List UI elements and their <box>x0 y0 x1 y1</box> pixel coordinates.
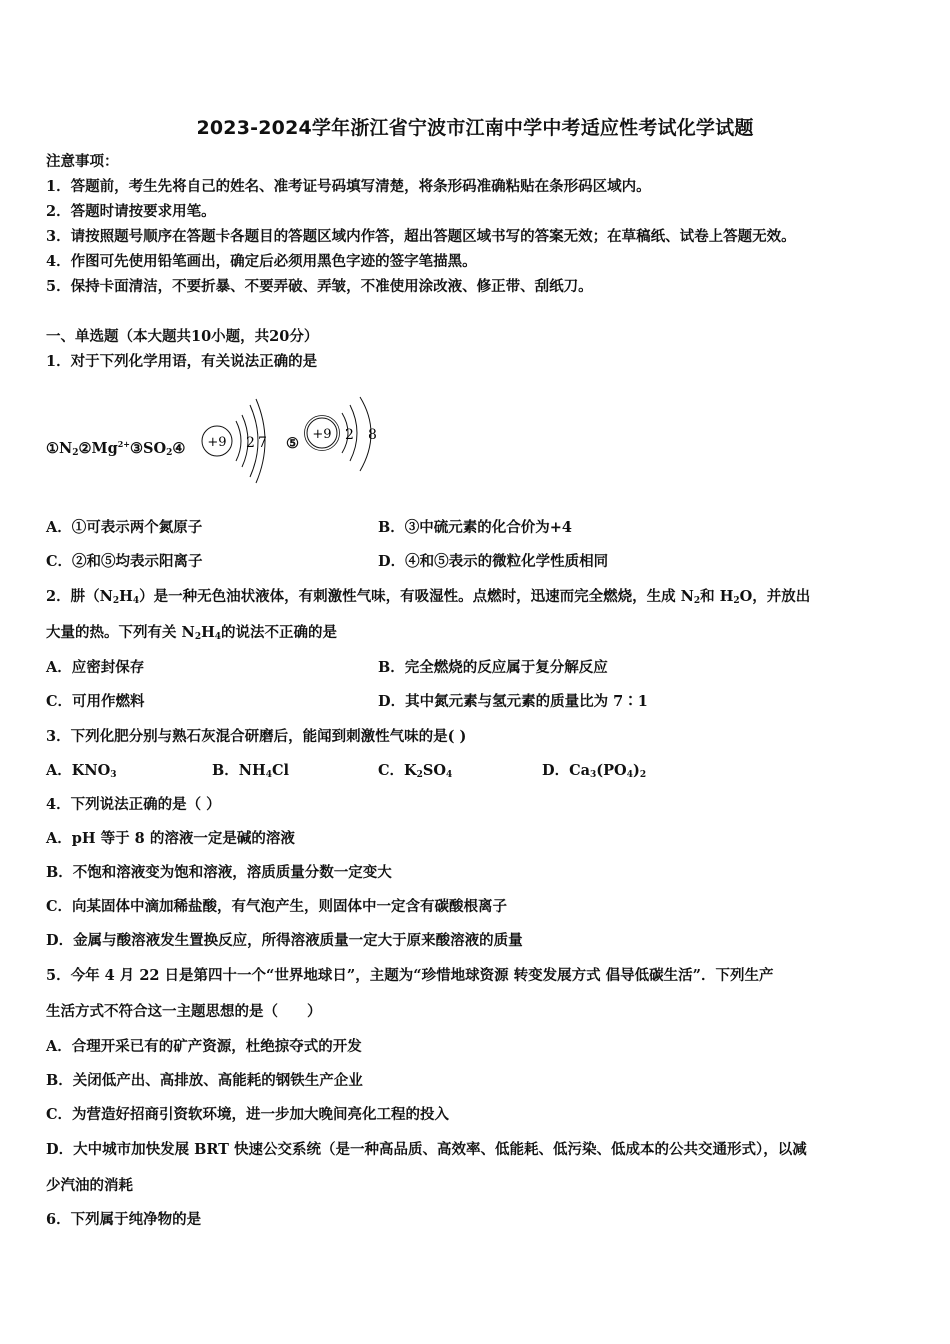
q1-option-d: D．④和⑤表示的微粒化学性质相同 <box>378 553 609 570</box>
notice-heading: 注意事项： <box>46 153 119 170</box>
q1-option-a: A．①可表示两个氮原子 <box>46 519 203 536</box>
q1-option-c: C．②和⑤均表示阳离子 <box>46 553 203 570</box>
q4-stem: 4．下列说法正确的是（ ） <box>46 796 221 813</box>
q2-stem-line1: 2．肼$(N_2H_4)$是一种无色油状液体，有刺激性气味，有吸湿性。点燃时，迅速而完全燃烧，生成 $N_2$和 $H_2O$，并放出 <box>46 588 811 606</box>
q4-option-c: C．向某固体中滴加稀盐酸，有气泡产生，则固体中一定含有碳酸根离子 <box>46 898 508 915</box>
atom5-shell2-count: 8 <box>368 427 377 443</box>
section-heading: 一、单选题（本大题共10小题，共20分） <box>46 328 319 345</box>
q5-option-d-line1: D．大中城市加快发展 BRT 快速公交系统（是一种高品质、高效率、低能耗、低污染、低成本的公共交通形式），以减 <box>46 1141 807 1158</box>
atom4-shell1-count: 2 <box>246 435 255 451</box>
q3-option-b: B．$NH_4Cl$ <box>212 762 290 780</box>
q2-option-b: B．完全燃烧的反应属于复分解反应 <box>378 659 608 676</box>
q2-option-d: D．其中氮元素与氢元素的质量比为 7∶1 <box>378 693 648 710</box>
q3-option-d: D．$Ca_3(PO_4)_2$ <box>542 762 647 780</box>
atom4-shell2-count: 7 <box>258 435 267 451</box>
notice-item-4: 4．作图可先使用铅笔画出，确定后必须用黑色字迹的签字笔描黑。 <box>46 253 477 270</box>
notice-item-3: 3．请按照题号顺序在答题卡各题目的答题区域内作答，超出答题区域书写的答案无效；在草稿纸、试卷上答题无效。 <box>46 228 796 245</box>
page-title: 2023-2024学年浙江省宁波市江南中学中考适应性考试化学试题 <box>196 117 754 139</box>
q5-option-a: A．合理开采已有的矿产资源，杜绝掠夺式的开发 <box>46 1038 362 1055</box>
atom5-nucleus-charge: +9 <box>312 427 332 442</box>
q2-option-a: A．应密封保存 <box>46 659 145 676</box>
q1-option-b: B．③中硫元素的化合价为+4 <box>378 519 572 536</box>
q5-option-d-line2: 少汽油的消耗 <box>46 1177 133 1194</box>
q2-option-c: C．可用作燃料 <box>46 693 145 710</box>
q4-option-a: A．pH 等于 8 的溶液一定是碱的溶液 <box>46 830 295 847</box>
q3-option-c: C．$K_2SO_4$ <box>378 762 453 780</box>
atom4-shell1-arc <box>236 421 241 461</box>
q5-stem-line1: 5．今年 4 月 22 日是第四十一个“世界地球日”，主题为“珍惜地球资源 转变发展方式 倡导低碳生活”．下列生产 <box>46 967 774 984</box>
q1-symbols: $①N_2②Mg^{2+}③SO_2④$ <box>46 439 186 458</box>
q5-stem-line2: 生活方式不符合这一主题思想的是（ ） <box>46 1003 322 1020</box>
q4-option-b: B．不饱和溶液变为饱和溶液，溶质质量分数一定变大 <box>46 864 392 881</box>
atom5-shell1-count: 2 <box>345 427 354 443</box>
q1-symbol-five: ⑤ <box>286 435 299 452</box>
q3-stem: 3．下列化肥分别与熟石灰混合研磨后，能闻到刺激性气味的是( ) <box>46 728 467 745</box>
q1-stem: 1．对于下列化学用语，有关说法正确的是 <box>46 353 318 370</box>
q3-option-a: A．$KNO_3$ <box>46 762 117 780</box>
notice-item-5: 5．保持卡面清洁，不要折暴、不要弄破、弄皱，不准使用涂改液、修正带、刮纸刀。 <box>46 278 593 295</box>
q5-option-b: B．关闭低产出、高排放、高能耗的钢铁生产企业 <box>46 1072 363 1089</box>
q2-stem-line2: 大量的热。下列有关 $N_2H_4$的说法不正确的是 <box>46 624 338 642</box>
q4-option-d: D．金属与酸溶液发生置换反应，所得溶液质量一定大于原来酸溶液的质量 <box>46 932 523 949</box>
atom4-nucleus-charge: +9 <box>207 435 227 450</box>
notice-item-2: 2．答题时请按要求用笔。 <box>46 203 216 220</box>
atom-structure-diagrams <box>200 395 390 485</box>
q6-stem: 6．下列属于纯净物的是 <box>46 1211 202 1228</box>
q5-option-c: C．为营造好招商引资软环境，进一步加大晚间亮化工程的投入 <box>46 1106 450 1123</box>
notice-item-1: 1．答题前，考生先将自己的姓名、准考证号码填写清楚，将条形码准确粘贴在条形码区域内。 <box>46 178 651 195</box>
